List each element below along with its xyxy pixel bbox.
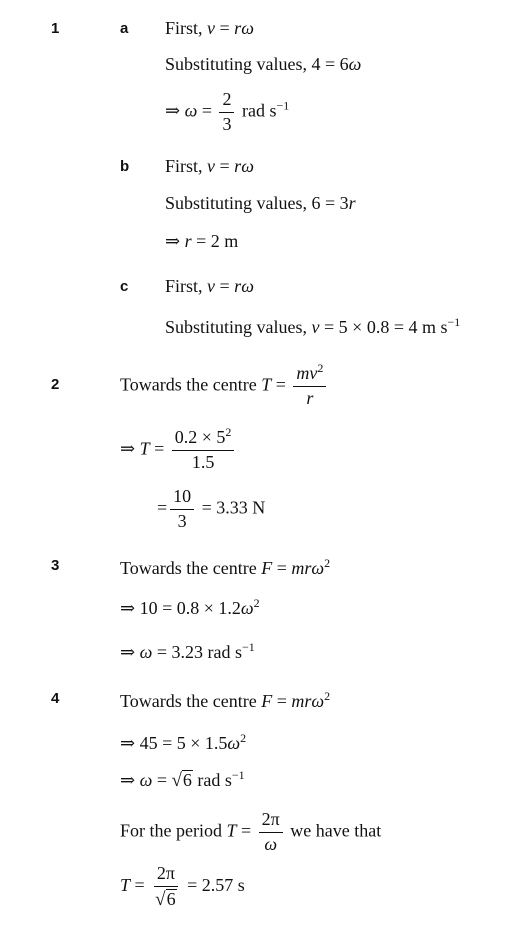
fraction: $\frac{0.2 \times 5^2}{1.5}$ <box>172 428 235 473</box>
part-label: c <box>120 278 129 295</box>
equation-line: T = 2π √ 6 = 2.57 s <box>120 863 245 910</box>
equation-line: For the period T = $\frac{2\pi}{\omega}$ we have that <box>120 809 382 854</box>
fraction: 2π √ 6 <box>152 864 179 909</box>
part-label: a <box>120 20 129 37</box>
equation-line: Substituting values, v = 5 × 0.8 = 4 m $s^{-1}$ <box>165 315 461 337</box>
equation-line: ⇒ ω = 3.23 rad $s^{-1}$ <box>120 640 255 662</box>
equation-line: ⇒ ω = $\frac{2}{3}$ rad $s^{-1}$ <box>165 89 290 134</box>
equation-line: ⇒ ω = √ 6 rad $s^{-1}$ <box>120 768 245 791</box>
equation-line: ⇒ $45 = 5 \times 1.5\omega^2$ <box>120 731 247 753</box>
question-number: 1 <box>51 20 60 37</box>
equation-line: First, v = rω <box>165 18 254 38</box>
fraction: $\frac{mv^2}{r}$ <box>293 364 326 409</box>
square-root: √ 6 <box>155 888 176 910</box>
equation-line: ⇒ T = $\frac{0.2 \times 5^2}{1.5}$ <box>120 428 237 473</box>
fraction: $\frac{10}{3}$ <box>170 487 194 532</box>
equation-line: Towards the centre F = mrω$^2$ <box>120 556 331 578</box>
part-label: b <box>120 158 130 175</box>
equation-line: Towards the centre T = $\frac{mv^2}{r}$ <box>120 364 329 409</box>
square-root: √ 6 <box>171 770 192 791</box>
equation-line: ⇒ r = 2 m <box>165 231 239 251</box>
equation-line: ⇒ $10 = 0.8 \times 1.2\omega^2$ <box>120 596 260 618</box>
equation-line: Substituting values, 4 = 6ω <box>165 54 362 74</box>
equation-line: Substituting values, 6 = 3r <box>165 193 356 213</box>
equation-line: First, v = rω <box>165 276 254 296</box>
equation-line: = $\frac{10}{3}$ = 3.33 N <box>157 486 266 531</box>
fraction: $\frac{2}{3}$ <box>219 90 234 135</box>
question-number: 4 <box>51 690 60 707</box>
equation-line: Towards the centre F = mrω$^2$ <box>120 689 331 711</box>
equation-line: First, v = rω <box>165 156 254 176</box>
question-number: 2 <box>51 376 60 393</box>
question-number: 3 <box>51 557 60 574</box>
fraction: $\frac{2\pi}{\omega}$ <box>259 810 283 855</box>
